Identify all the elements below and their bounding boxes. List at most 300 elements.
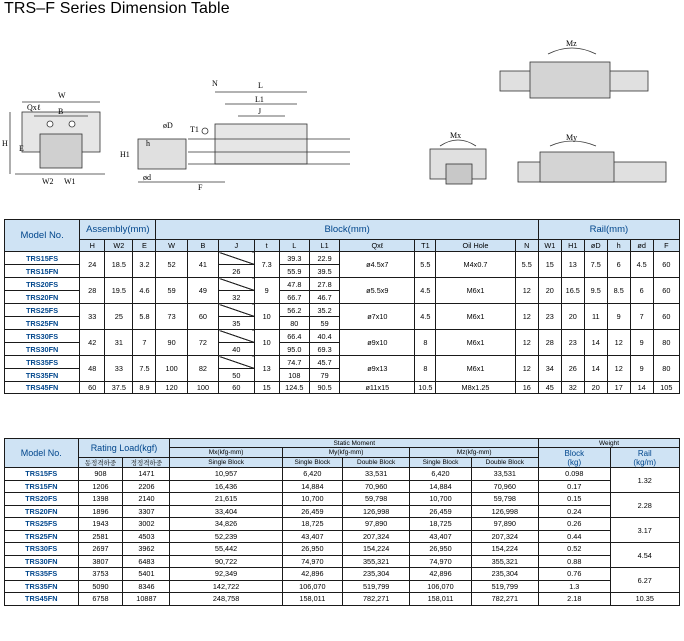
cell-dyn: 1943 [78, 518, 123, 531]
cell-stat: 10887 [123, 593, 170, 606]
cell-stat: 5401 [123, 568, 170, 581]
cell-dyn: 5090 [78, 580, 123, 593]
label-t1: T1 [190, 125, 199, 134]
cell-w1: 34 [538, 356, 561, 382]
col-header: E [133, 240, 156, 252]
cell-mz1: 43,407 [410, 530, 471, 543]
cell-my1: 158,011 [282, 593, 342, 606]
cell-w: 73 [156, 304, 187, 330]
cell-mz1: 74,970 [410, 555, 471, 568]
cell-d: 14 [584, 330, 607, 356]
cell-j-diagonal [219, 356, 255, 369]
col-my-single: Single Block [282, 458, 342, 468]
cell-my1: 74,970 [282, 555, 342, 568]
cell-my1: 18,725 [282, 518, 342, 531]
cell-e: 7.5 [133, 356, 156, 382]
cell-qx: ø9x13 [340, 356, 415, 382]
cell-l1: 69.3 [309, 343, 339, 356]
cell-l: 55.9 [279, 265, 309, 278]
label-w: W [58, 91, 66, 100]
cell-d: 14 [584, 356, 607, 382]
cell-mx: 52,239 [170, 530, 282, 543]
cell-qx: ø5.5x9 [340, 278, 415, 304]
cell-mz1: 18,725 [410, 518, 471, 531]
mz-moment-drawing [500, 48, 648, 98]
cell-e: 8.9 [133, 382, 156, 394]
cell-l1: 27.8 [309, 278, 339, 291]
label-mz: Mz [566, 39, 577, 48]
col-header: h [607, 240, 630, 252]
model-cell: TRS25FN [5, 530, 79, 543]
cell-l1: 90.5 [309, 382, 339, 394]
col-header: N [515, 240, 538, 252]
label-w1: W1 [64, 177, 76, 186]
cell-block: 0.76 [539, 568, 610, 581]
cell-block: 0.88 [539, 555, 610, 568]
cell-n: 12 [515, 356, 538, 382]
my-moment-drawing [518, 141, 666, 182]
cell-stat: 1471 [123, 468, 170, 481]
label-mx: Mx [450, 131, 462, 140]
col-weight: Weight [539, 439, 680, 448]
col-rating-load: Rating Load(kgf) [78, 439, 170, 458]
cell-n: 5.5 [515, 252, 538, 278]
cell-h: 12 [607, 330, 630, 356]
cell-d: 4.5 [630, 252, 653, 278]
cell-my2: 70,960 [342, 480, 409, 493]
cell-e: 3.2 [133, 252, 156, 278]
col-dynamic: 동정격하중 [78, 458, 123, 468]
cell-w: 120 [156, 382, 187, 394]
rating-load-table [4, 438, 680, 606]
cell-l1: 35.2 [309, 304, 339, 317]
col-model-2: Model No. [5, 439, 79, 468]
cell-block: 0.17 [539, 480, 610, 493]
cell-rail-weight: 4.54 [610, 543, 679, 568]
col-header: H1 [561, 240, 584, 252]
col-mz: Mz(kfg-mm) [410, 448, 539, 458]
mx-moment-drawing [430, 140, 486, 184]
cell-n: 16 [515, 382, 538, 394]
cell-block: 0.26 [539, 518, 610, 531]
cell-oil: M6x1 [436, 330, 515, 356]
cell-rail-weight: 6.27 [610, 568, 679, 593]
cell-h1: 16.5 [561, 278, 584, 304]
cell-w: 100 [156, 356, 187, 382]
cell-b: 82 [187, 356, 218, 382]
cell-dyn: 6758 [78, 593, 123, 606]
model-cell: TRS35FN [5, 369, 80, 382]
cell-w1: 45 [538, 382, 561, 394]
model-cell: TRS15FN [5, 265, 80, 278]
cell-w: 90 [156, 330, 187, 356]
col-header: Qxℓ [340, 240, 415, 252]
cell-my2: 355,321 [342, 555, 409, 568]
label-qxl: Qxℓ [27, 103, 41, 112]
cell-qx: ø4.5x7 [340, 252, 415, 278]
cell-dyn: 3753 [78, 568, 123, 581]
col-rail-weight [610, 448, 679, 468]
cell-h: 9 [607, 304, 630, 330]
cell-l: 66.7 [279, 291, 309, 304]
cell-j: 40 [219, 343, 255, 356]
cell-mz2: 126,998 [471, 505, 538, 518]
cell-mx: 248,758 [170, 593, 282, 606]
model-cell: TRS30FN [5, 343, 80, 356]
cell-d: 11 [584, 304, 607, 330]
cell-mz2: 33,531 [471, 468, 538, 481]
cell-mx: 16,436 [170, 480, 282, 493]
col-my-double: Double Block [342, 458, 409, 468]
cell-j-diagonal [219, 304, 255, 317]
cell-l: 66.4 [279, 330, 309, 343]
model-cell: TRS35FS [5, 356, 80, 369]
cell-stat: 3962 [123, 543, 170, 556]
cell-j: 32 [219, 291, 255, 304]
cell-mz2: 355,321 [471, 555, 538, 568]
cell-l1: 79 [309, 369, 339, 382]
cell-f: 80 [653, 356, 679, 382]
model-cell: TRS15FS [5, 252, 80, 265]
col-block: Block(mm) [156, 220, 538, 240]
model-cell: TRS35FN [5, 580, 79, 593]
col-mz-single: Single Block [410, 458, 471, 468]
col-header: Oil Hole [436, 240, 515, 252]
cell-l: 124.5 [279, 382, 309, 394]
cell-l: 80 [279, 317, 309, 330]
col-header: L [279, 240, 309, 252]
cell-l: 95.0 [279, 343, 309, 356]
cell-mz1: 14,884 [410, 480, 471, 493]
cell-block: 0.15 [539, 493, 610, 506]
cell-rail-weight: 2.28 [610, 493, 679, 518]
rail-weight-unit: (kg/m) [633, 457, 657, 467]
cell-block: 0.24 [539, 505, 610, 518]
cell-e: 5.8 [133, 304, 156, 330]
cell-mx: 34,826 [170, 518, 282, 531]
cell-block: 0.098 [539, 468, 610, 481]
col-block-weight [539, 448, 610, 468]
cell-qx: ø11x15 [340, 382, 415, 394]
cell-mz1: 26,459 [410, 505, 471, 518]
col-header: F [653, 240, 679, 252]
col-header: W1 [538, 240, 561, 252]
cell-d: 6 [630, 278, 653, 304]
col-my: My(kfg-mm) [282, 448, 410, 458]
col-header: B [187, 240, 218, 252]
cell-stat: 3307 [123, 505, 170, 518]
cell-stat: 3002 [123, 518, 170, 531]
cell-my2: 126,998 [342, 505, 409, 518]
cell-my2: 59,798 [342, 493, 409, 506]
cell-w1: 23 [538, 304, 561, 330]
cell-block: 2.18 [539, 593, 610, 606]
cell-t1: 4.5 [415, 278, 436, 304]
col-static-moment: Static Moment [170, 439, 539, 448]
cell-dyn: 908 [78, 468, 123, 481]
cell-h1: 26 [561, 356, 584, 382]
cell-j: 50 [219, 369, 255, 382]
cell-h: 6 [607, 252, 630, 278]
block-weight-label: Block [564, 448, 585, 458]
label-phid: ød [143, 173, 151, 182]
cell-b: 60 [187, 304, 218, 330]
cell-rail-weight: 1.32 [610, 468, 679, 493]
model-cell: TRS30FN [5, 555, 79, 568]
cell-my1: 14,884 [282, 480, 342, 493]
cell-b: 41 [187, 252, 218, 278]
cell-mx: 21,615 [170, 493, 282, 506]
cell-mz1: 6,420 [410, 468, 471, 481]
cell-mz2: 154,224 [471, 543, 538, 556]
cell-my1: 106,070 [282, 580, 342, 593]
cell-stat: 4503 [123, 530, 170, 543]
cell-h: 48 [80, 356, 105, 382]
cell-qx: ø9x10 [340, 330, 415, 356]
cell-w1: 28 [538, 330, 561, 356]
col-header: L1 [309, 240, 339, 252]
cell-t: 10 [254, 304, 279, 330]
cell-my2: 782,271 [342, 593, 409, 606]
label-f: F [198, 183, 203, 192]
cell-mx: 92,349 [170, 568, 282, 581]
cell-dyn: 1206 [78, 480, 123, 493]
model-cell: TRS45FN [5, 593, 79, 606]
cell-l: 39.3 [279, 252, 309, 265]
cell-my1: 42,896 [282, 568, 342, 581]
cell-mz1: 26,950 [410, 543, 471, 556]
label-phid-top: øD [163, 121, 173, 130]
col-header: øD [584, 240, 607, 252]
cell-mz2: 59,798 [471, 493, 538, 506]
col-header: t [254, 240, 279, 252]
model-cell: TRS20FN [5, 291, 80, 304]
cell-mz2: 235,304 [471, 568, 538, 581]
cell-h: 24 [80, 252, 105, 278]
cell-w: 59 [156, 278, 187, 304]
cell-mz2: 207,324 [471, 530, 538, 543]
cell-block: 0.52 [539, 543, 610, 556]
cell-my2: 235,304 [342, 568, 409, 581]
cell-l: 108 [279, 369, 309, 382]
col-header: J [219, 240, 255, 252]
model-cell: TRS25FN [5, 317, 80, 330]
col-mx: Mx(kfg-mm) [170, 448, 282, 458]
model-cell: TRS20FN [5, 505, 79, 518]
side-view-drawing [138, 92, 350, 182]
cell-stat: 2140 [123, 493, 170, 506]
cell-n: 12 [515, 304, 538, 330]
label-h-small: h [146, 139, 150, 148]
cell-w2: 18.5 [105, 252, 133, 278]
cell-oil: M4x0.7 [436, 252, 515, 278]
model-cell: TRS30FS [5, 543, 79, 556]
cell-block: 0.44 [539, 530, 610, 543]
cell-n: 12 [515, 330, 538, 356]
model-cell: TRS25FS [5, 304, 80, 317]
cell-dyn: 1896 [78, 505, 123, 518]
cell-t1: 8 [415, 356, 436, 382]
cell-mz1: 158,011 [410, 593, 471, 606]
cell-mx: 90,722 [170, 555, 282, 568]
cell-mz2: 70,960 [471, 480, 538, 493]
cell-t: 13 [254, 356, 279, 382]
col-header: H [80, 240, 105, 252]
cell-t: 7.3 [254, 252, 279, 278]
cell-t: 10 [254, 330, 279, 356]
cell-w2: 19.5 [105, 278, 133, 304]
cell-h1: 32 [561, 382, 584, 394]
cell-t: 15 [254, 382, 279, 394]
model-cell: TRS15FN [5, 480, 79, 493]
cell-j: 35 [219, 317, 255, 330]
cell-my2: 97,890 [342, 518, 409, 531]
cell-b: 100 [187, 382, 218, 394]
col-header: ød [630, 240, 653, 252]
cell-my1: 26,950 [282, 543, 342, 556]
label-l1: L1 [255, 95, 264, 104]
cell-l: 74.7 [279, 356, 309, 369]
cell-my1: 43,407 [282, 530, 342, 543]
cell-l: 47.8 [279, 278, 309, 291]
cell-mx: 33,404 [170, 505, 282, 518]
cell-qx: ø7x10 [340, 304, 415, 330]
cell-t1: 10.5 [415, 382, 436, 394]
label-h: H [2, 139, 8, 148]
cell-dyn: 2697 [78, 543, 123, 556]
col-header: T1 [415, 240, 436, 252]
cell-d: 20 [584, 382, 607, 394]
model-cell: TRS15FS [5, 468, 79, 481]
cell-t1: 5.5 [415, 252, 436, 278]
cell-oil: M6x1 [436, 278, 515, 304]
cell-l1: 46.7 [309, 291, 339, 304]
cell-l1: 59 [309, 317, 339, 330]
label-b: B [58, 107, 64, 116]
col-static: 정정격하중 [123, 458, 170, 468]
cell-l1: 45.7 [309, 356, 339, 369]
cell-t1: 4.5 [415, 304, 436, 330]
cell-my2: 207,324 [342, 530, 409, 543]
label-l: L [258, 81, 263, 90]
cell-h: 12 [607, 356, 630, 382]
cell-h: 8.5 [607, 278, 630, 304]
cell-h: 17 [607, 382, 630, 394]
page-title: TRS–F Series Dimension Table [4, 0, 230, 17]
col-header: W [156, 240, 187, 252]
cell-d: 9 [630, 330, 653, 356]
label-e: E [19, 144, 24, 153]
cell-oil: M8x1.25 [436, 382, 515, 394]
block-weight-unit: (kg) [567, 457, 582, 467]
label-j: J [258, 107, 262, 116]
cell-j: 60 [219, 382, 255, 394]
cell-w2: 31 [105, 330, 133, 356]
cell-j: 26 [219, 265, 255, 278]
cell-dyn: 1398 [78, 493, 123, 506]
cell-w2: 37.5 [105, 382, 133, 394]
cell-h: 28 [80, 278, 105, 304]
label-h1: H1 [120, 150, 130, 159]
cell-mx: 142,722 [170, 580, 282, 593]
model-cell: TRS25FS [5, 518, 79, 531]
cell-block: 1.3 [539, 580, 610, 593]
cell-b: 72 [187, 330, 218, 356]
cell-l1: 40.4 [309, 330, 339, 343]
cell-my2: 154,224 [342, 543, 409, 556]
cell-my2: 519,799 [342, 580, 409, 593]
label-n: N [212, 79, 218, 88]
cell-t1: 8 [415, 330, 436, 356]
cell-dyn: 2581 [78, 530, 123, 543]
model-cell: TRS35FS [5, 568, 79, 581]
cell-h: 60 [80, 382, 105, 394]
label-my: My [566, 133, 578, 142]
label-w2: W2 [42, 177, 54, 186]
cell-my1: 10,700 [282, 493, 342, 506]
cell-b: 49 [187, 278, 218, 304]
cell-rail-weight: 10.35 [610, 593, 679, 606]
col-model: Model No. [5, 220, 80, 252]
cell-stat: 6483 [123, 555, 170, 568]
dimension-table [4, 219, 680, 394]
col-mx-single: Single Block [170, 458, 282, 468]
cell-w2: 33 [105, 356, 133, 382]
cell-f: 60 [653, 252, 679, 278]
col-rail: Rail(mm) [538, 220, 679, 240]
cell-l1: 22.9 [309, 252, 339, 265]
rail-weight-label: Rail [637, 448, 652, 458]
cell-d: 7.5 [584, 252, 607, 278]
cell-f: 60 [653, 304, 679, 330]
cell-mz2: 782,271 [471, 593, 538, 606]
model-cell: TRS30FS [5, 330, 80, 343]
cell-oil: M6x1 [436, 304, 515, 330]
cell-oil: M6x1 [436, 356, 515, 382]
col-mz-double: Double Block [471, 458, 538, 468]
cell-e: 4.6 [133, 278, 156, 304]
cell-mz2: 97,890 [471, 518, 538, 531]
col-assembly: Assembly(mm) [80, 220, 156, 240]
cell-h1: 23 [561, 330, 584, 356]
cell-e: 7 [133, 330, 156, 356]
cell-d: 14 [630, 382, 653, 394]
cell-d: 9 [630, 356, 653, 382]
model-cell: TRS20FS [5, 493, 79, 506]
cell-d: 7 [630, 304, 653, 330]
cell-mz1: 10,700 [410, 493, 471, 506]
model-cell: TRS45FN [5, 382, 80, 394]
cell-d: 9.5 [584, 278, 607, 304]
cell-w: 52 [156, 252, 187, 278]
cell-j-diagonal [219, 330, 255, 343]
cell-mz1: 106,070 [410, 580, 471, 593]
dimension-drawings [0, 24, 684, 214]
cell-h1: 20 [561, 304, 584, 330]
cell-mx: 55,442 [170, 543, 282, 556]
cell-stat: 8346 [123, 580, 170, 593]
cell-w2: 25 [105, 304, 133, 330]
cell-h: 42 [80, 330, 105, 356]
cell-j-diagonal [219, 252, 255, 265]
cell-t: 9 [254, 278, 279, 304]
cell-f: 80 [653, 330, 679, 356]
cell-l1: 39.5 [309, 265, 339, 278]
cell-l: 56.2 [279, 304, 309, 317]
model-cell: TRS20FS [5, 278, 80, 291]
cell-mz1: 42,896 [410, 568, 471, 581]
cell-h: 33 [80, 304, 105, 330]
